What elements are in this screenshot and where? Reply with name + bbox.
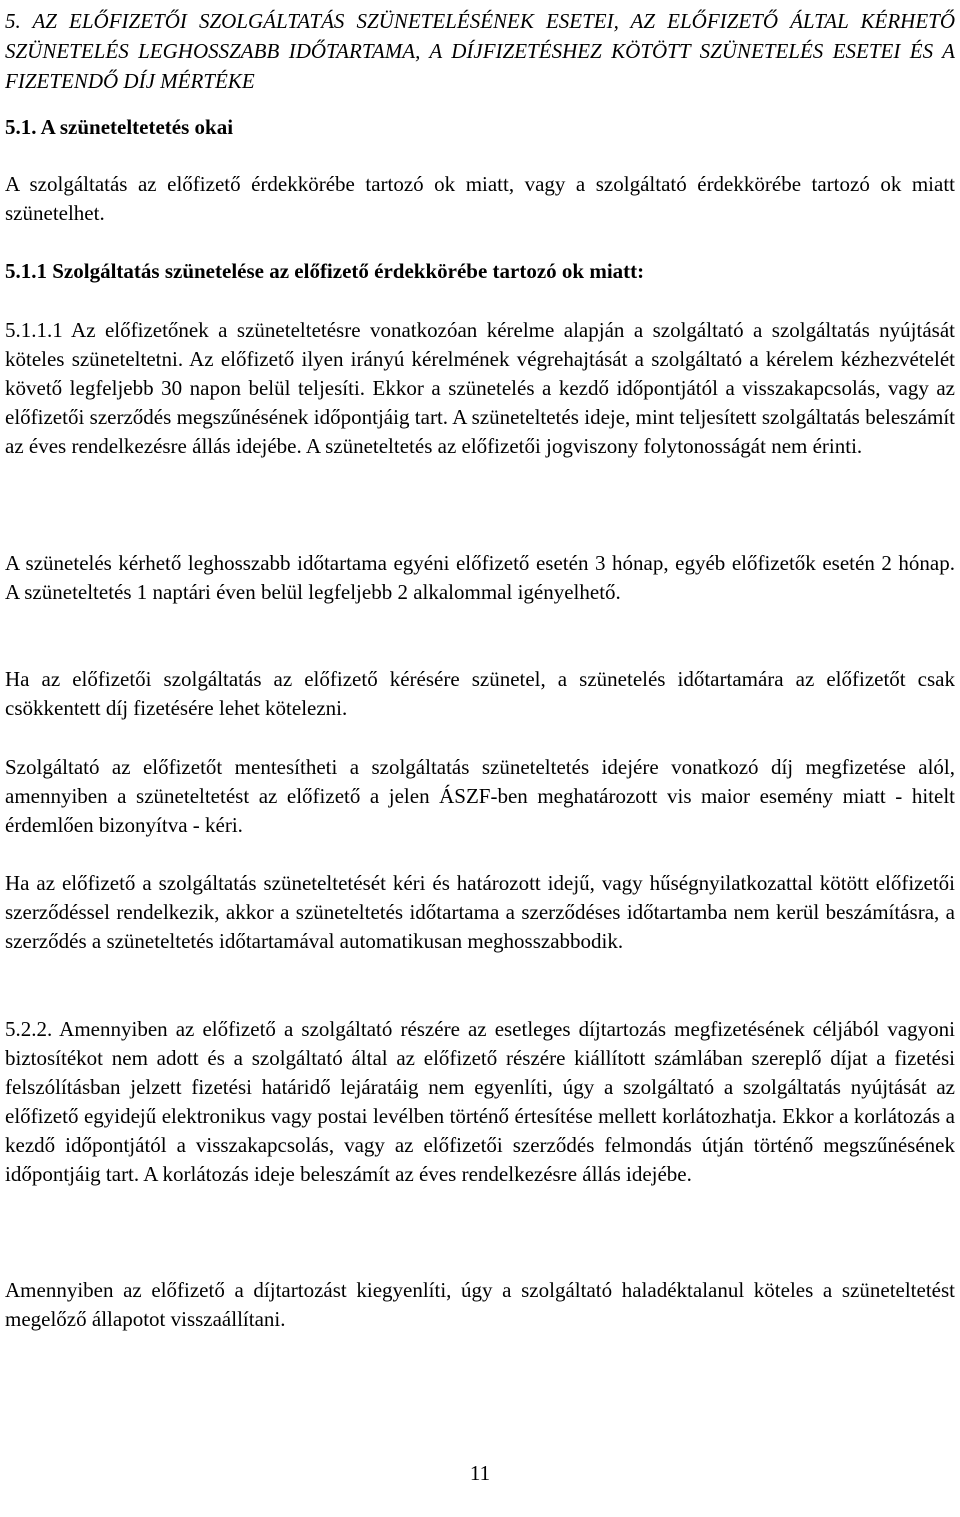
paragraph-vis-maior: Szolgáltató az előfizetőt mentesítheti a szolgáltatás szüneteltetés idejére vonatkozó díj megfizetése alól, amennyiben a szüneteltetést az előfizető a jelen ÁSZF-ben meghatározott vis maior esemény miatt - hitelt érdemlően bizonyítva - kéri.	[5, 755, 955, 837]
paragraph-max-duration: A szünetelés kérhető leghosszabb időtartama egyéni előfizető esetén 3 hónap, egyéb előfizetők esetén 2 hónap. A szüneteltetés 1 naptári éven belül legfeljebb 2 alkalommal igényelhető.	[5, 551, 955, 604]
section-5-1-heading: 5.1. A szüneteltetetés okai	[5, 115, 234, 139]
page-number: 11	[469, 1461, 491, 1485]
main-heading: 5. AZ ELŐFIZETŐI SZOLGÁLTATÁS SZÜNETELÉSÉNEK ESETEI, AZ ELŐFIZETŐ ÁLTAL KÉRHETŐ SZÜNETELÉS LEGHOSSZABB IDŐTARTAMA, A DÍJFIZETÉSHEZ KÖTÖTT SZÜNETELÉS ESETEI ÉS A FIZETENDŐ DÍJ MÉRTÉKE	[5, 9, 955, 93]
paragraph-fixed-term: Ha az előfizető a szolgáltatás szüneteltetését kéri és határozott idejű, vagy hűségnyilatkozattal kötött előfizetői szerződéssel rendelkezik, akkor a szüneteltetés időtartama a szerződéses időtartamba nem kerül beszámításra, a szerződés a szüneteltetés időtartamával automatikusan meghosszabbodik.	[5, 871, 955, 953]
paragraph-restore: Amennyiben az előfizető a díjtartozást kiegyenlíti, úgy a szolgáltató haladéktalanul köteles a szüneteltetést megelőző állapotot visszaállítani.	[5, 1278, 955, 1331]
paragraph-5-2-2: 5.2.2. Amennyiben az előfizető a szolgáltató részére az esetleges díjtartozás megfizetésének céljából vagyoni biztosítékot nem adott és a szolgáltató által az előfizető részére kiállított számlában szereplő díjat a fizetési felszólításban jelzett fizetési határidő lejáratáig nem egyenlíti, úgy a szolgáltató a szolgáltatás nyújtását az előfizető egyidejű elektronikus vagy postai levélben történő értesítése mellett korlátozhatja. Ekkor a korlátozás a kezdő időpontjától a visszakapcsolás, vagy az előfizetői szerződés felmondás útján történő megszűnésének időpontjáig tart. A korlátozás ideje beleszámít az éves rendelkezésre állás idejébe.	[5, 1017, 955, 1186]
paragraph-5-1-1-1: 5.1.1.1 Az előfizetőnek a szüneteltetésre vonatkozóan kérelme alapján a szolgáltató a szolgáltatás nyújtását köteles szüneteltetni. Az előfizető ilyen irányú kérelmének végrehajtását a szolgáltató a kérelem kézhezvételét követő legfeljebb 30 napon belül teljesíti. Ekkor a szünetelés a kezdő időpontjától a visszakapcsolás, vagy az előfizetői szerződés megszűnésének időpontjáig tart. A szüneteltetés ideje, mint teljesített szolgáltatás beleszámít az éves rendelkezésre állás idejébe. A szüneteltetés az előfizetői jogviszony folytonosságát nem érinti.	[5, 318, 955, 458]
section-5-1-1-heading: 5.1.1 Szolgáltatás szünetelése az előfizető érdekkörébe tartozó ok miatt:	[5, 259, 645, 283]
section-5-1-text: A szolgáltatás az előfizető érdekkörébe tartozó ok miatt, vagy a szolgáltató érdekkörébe tartozó ok miatt szünetelhet.	[5, 172, 955, 225]
paragraph-reduced-fee: Ha az előfizetői szolgáltatás az előfizető kérésére szünetel, a szünetelés időtartamára az előfizetőt csak csökkentett díj fizetésére lehet kötelezni.	[5, 667, 955, 720]
